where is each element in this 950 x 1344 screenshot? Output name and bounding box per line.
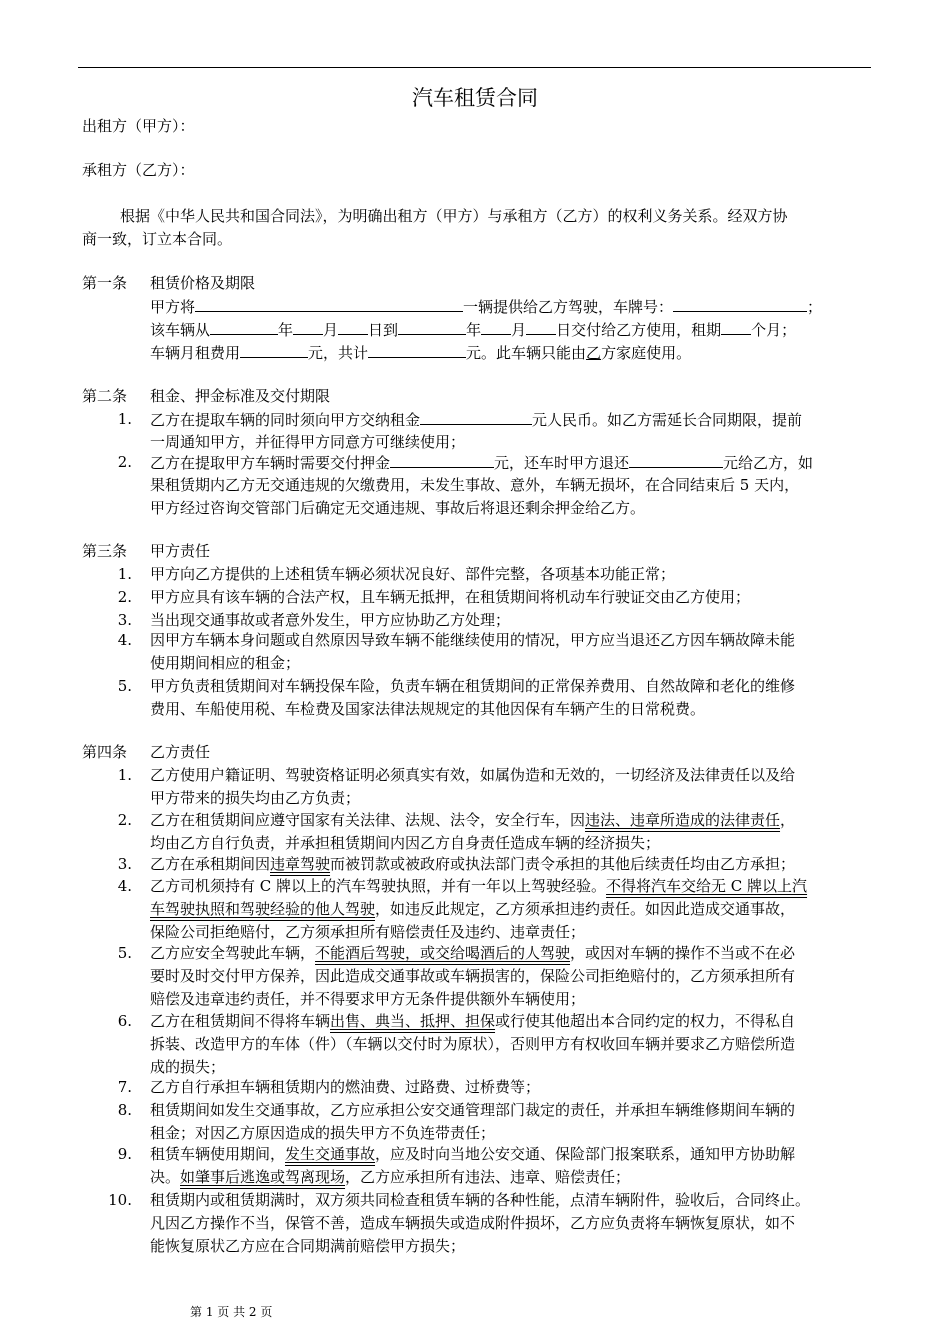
article-4-item-8-line-2: 租金；对因乙方原因造成的损失甲方不负连带责任； [150, 1124, 496, 1142]
article-4-item-6-line-1: 乙方在租赁期间不得将车辆出售、典当、抵押、担保或行使其他超出本合同约定的权力，不得私自 [150, 1012, 796, 1030]
item-number: 1. [117, 565, 132, 583]
start-month-blank[interactable] [293, 319, 323, 335]
article-3-title: 甲方责任 [150, 542, 211, 560]
months-blank[interactable] [721, 319, 751, 335]
total-fee-blank[interactable] [368, 342, 466, 358]
article-3-item-5-line-2: 费用、车船使用税、车检费及国家法律法规规定的其他因保有车辆产生的日常税费。 [150, 700, 706, 718]
item-number: 6. [117, 1012, 132, 1030]
article-4-item-5-line-2: 要时及时交付甲方保养，因此造成交通事故或车辆损害的，保险公司拒绝赔付的，乙方须承担所有 [150, 967, 796, 985]
article-3-item-4-line-1: 因甲方车辆本身问题或自然原因导致车辆不能继续使用的情况，甲方应当退还乙方因车辆故障未能 [150, 631, 796, 649]
article-4-item-4-line-3: 保险公司拒绝赔付，乙方须承担所有赔偿责任及违约、违章责任； [150, 923, 586, 941]
article-4-item-4-line-2: 车驾驶执照和驾驶经验的他人驾驶，如违反此规定，乙方须承担违约责任。如因此造成交通事故， [150, 900, 796, 918]
preamble-line-1: 根据《中华人民共和国合同法》，为明确出租方（甲方）与承租方（乙方）的权利义务关系。经双方协 [120, 207, 788, 225]
article-4-item-8-line-1: 租赁期间如发生交通事故，乙方应承担公安交通管理部门裁定的责任，并承担车辆维修期间车辆的 [150, 1101, 796, 1119]
header-rule [78, 67, 871, 68]
item-number: 10. [108, 1191, 132, 1209]
plate-blank[interactable] [673, 296, 807, 312]
article-2-item-2-line-3: 甲方经过咨询交管部门后确定无交通违规、事故后将退还剩余押金给乙方。 [150, 499, 646, 517]
article-4-item-1-line-1: 乙方使用户籍证明、驾驶资格证明必须真实有效，如属伪造和无效的，一切经济及法律责任以及给 [150, 766, 796, 784]
article-4-item-5-line-1: 乙方应安全驾驶此车辆，不能酒后驾驶，或交给喝酒后的人驾驶，或因对车辆的操作不当或不在必 [150, 944, 796, 962]
item-number: 3. [117, 855, 132, 873]
article-2-number: 第二条 [82, 387, 128, 405]
refund-blank[interactable] [629, 452, 723, 468]
page-number: 第 1 页 共 2 页 [190, 1305, 273, 1319]
item-number: 2. [117, 811, 132, 829]
vehicle-blank[interactable] [195, 296, 463, 312]
article-1-line-1: 甲方将 一辆提供给乙方驾驶，车牌号： ； [150, 298, 823, 316]
article-3-item-5-line-1: 甲方负责租赁期间对车辆投保车险，负责车辆在租赁期间的正常保养费用、自然故障和老化的维修 [150, 677, 796, 695]
rent-blank[interactable] [420, 409, 532, 425]
article-1-title: 租赁价格及期限 [150, 274, 256, 292]
item-number: 7. [117, 1078, 132, 1096]
item-number: 8. [117, 1101, 132, 1119]
item-number: 4. [117, 631, 132, 649]
lessee-label: 承租方（乙方）： [82, 161, 195, 179]
article-4-item-5-line-3: 赔偿及违章违约责任，并不得要求甲方无条件提供额外车辆使用； [150, 990, 586, 1008]
article-4-item-4-line-1: 乙方司机须持有 C 牌以上的汽车驾驶执照，并有一年以上驾驶经验。不得将汽车交给无 C 牌以上汽 [150, 877, 808, 895]
item-number: 1. [117, 766, 132, 784]
item-number: 1. [117, 410, 132, 428]
deposit-blank[interactable] [390, 452, 494, 468]
article-4-item-6-line-2: 拆装、改造甲方的车体（件）（车辆以交付时为原状），否则甲方有权收回车辆并要求乙方赔偿所造 [150, 1035, 796, 1053]
lessor-label: 出租方（甲方）： [82, 117, 195, 135]
article-2-item-2-line-2: 果租赁期内乙方无交通违规的欠缴费用，未发生事故、意外，车辆无损坏，在合同结束后 5 天内， [150, 476, 800, 494]
article-2-title: 租金、押金标准及交付期限 [150, 387, 331, 405]
monthly-fee-blank[interactable] [240, 342, 308, 358]
article-4-number: 第四条 [82, 743, 128, 761]
end-year-blank[interactable] [398, 319, 466, 335]
article-4-item-10-line-3: 能恢复原状乙方应在合同期满前赔偿甲方损失； [150, 1237, 466, 1255]
article-2-item-1-line-2: 一周通知甲方，并征得甲方同意方可继续使用； [150, 433, 466, 451]
article-4-item-7: 乙方自行承担车辆租赁期内的燃油费、过路费、过桥费等； [150, 1078, 541, 1096]
article-3-number: 第三条 [82, 542, 128, 560]
article-4-item-1-line-2: 甲方带来的损失均由乙方负责； [150, 789, 361, 807]
item-number: 4. [117, 877, 132, 895]
start-day-blank[interactable] [338, 319, 368, 335]
article-4-item-3: 乙方在承租期间因违章驾驶而被罚款或被政府或执法部门责令承担的其他后续责任均由乙方承担； [150, 855, 796, 873]
article-4-item-2-line-1: 乙方在租赁期间应遵守国家有关法律、法规、法令，安全行车，因违法、违章所造成的法律责任， [150, 811, 796, 829]
end-month-blank[interactable] [481, 319, 511, 335]
item-number: 9. [117, 1145, 132, 1163]
article-1-number: 第一条 [82, 274, 128, 292]
item-number: 2. [117, 453, 132, 471]
article-4-item-9-line-1: 租赁车辆使用期间，发生交通事故，应及时向当地公安交通、保险部门报案联系，通知甲方协助解 [150, 1145, 796, 1163]
article-3-item-3: 当出现交通事故或者意外发生，甲方应协助乙方处理； [150, 611, 511, 629]
article-4-item-10-line-2: 凡因乙方操作不当，保管不善，造成车辆损失或造成附件损坏，乙方应负责将车辆恢复原状，如不 [150, 1214, 796, 1232]
start-year-blank[interactable] [210, 319, 278, 335]
article-4-title: 乙方责任 [150, 743, 211, 761]
article-4-item-6-line-3: 成的损失； [150, 1058, 226, 1076]
article-3-item-4-line-2: 使用期间相应的租金； [150, 654, 301, 672]
article-4-item-10-line-1: 租赁期内或租赁期满时，双方须共同检查租赁车辆的各种性能，点清车辆附件，验收后，合同终止。 [150, 1191, 811, 1209]
preamble-line-2: 商一致，订立本合同。 [82, 230, 233, 248]
article-2-item-2-line-1: 乙方在提取甲方车辆时需要交付押金 元，还车时甲方退还 元给乙方，如 [150, 454, 814, 472]
article-1-line-2: 该车辆从 年 月 日到 年 月 日交付给乙方使用，租期 个月； [150, 321, 797, 339]
item-number: 3. [117, 611, 132, 629]
item-number: 2. [117, 588, 132, 606]
document-title: 汽车租赁合同 [412, 86, 538, 110]
article-3-item-2: 甲方应具有该车辆的合法产权，且车辆无抵押，在租赁期间将机动车行驶证交由乙方使用； [150, 588, 751, 606]
item-number: 5. [117, 677, 132, 695]
article-4-item-9-line-2: 决。如肇事后逃逸或驾离现场，乙方应承担所有违法、违章、赔偿责任； [150, 1168, 631, 1186]
item-number: 5. [117, 944, 132, 962]
article-1-line-3: 车辆月租费用 元，共计 元。此车辆只能由乙方家庭使用。 [150, 344, 692, 362]
article-3-item-1: 甲方向乙方提供的上述租赁车辆必须状况良好、部件完整，各项基本功能正常； [150, 565, 676, 583]
end-day-blank[interactable] [526, 319, 556, 335]
article-4-item-2-line-2: 均由乙方自行负责，并承担租赁期间内因乙方自身责任造成车辆的经济损失； [150, 834, 661, 852]
article-2-item-1-line-1: 乙方在提取车辆的同时须向甲方交纳租金 元人民币。如乙方需延长合同期限，提前 [150, 411, 803, 429]
